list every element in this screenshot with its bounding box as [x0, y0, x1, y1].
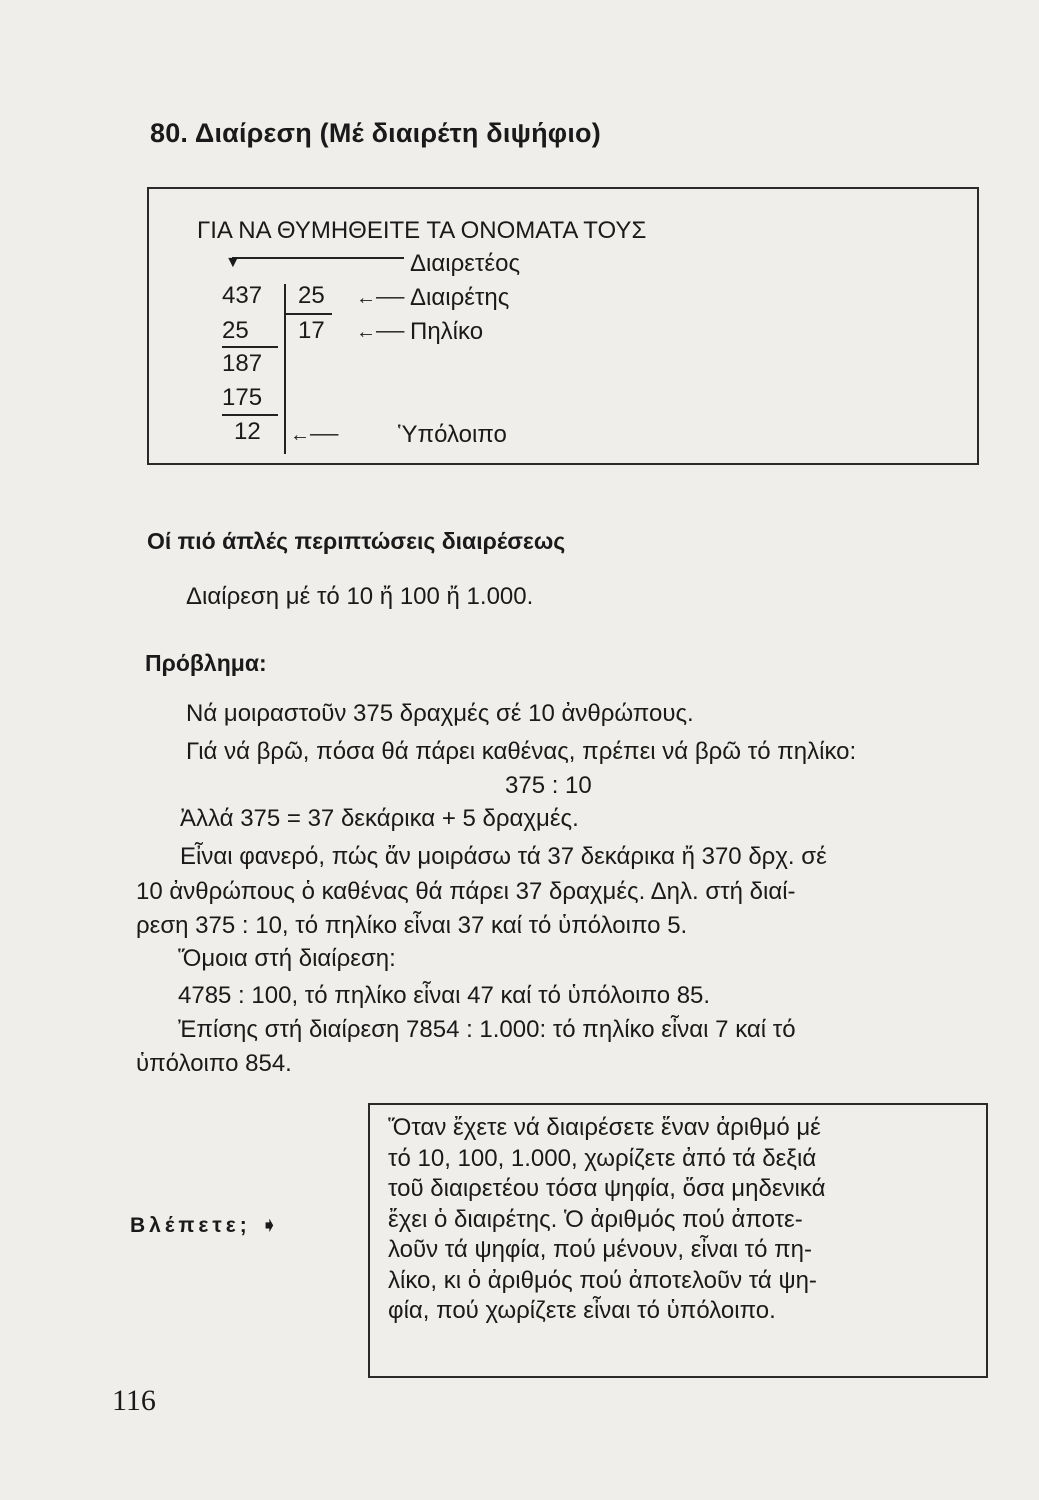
divisor: 25 — [298, 282, 325, 309]
simple-cases-subtitle: Διαίρεση μέ τό 10 ἤ 100 ἤ 1.000. — [186, 583, 534, 610]
remainder-label: Ὑπόλοιπο — [398, 421, 507, 448]
step-line-2 — [222, 414, 278, 416]
problem-line: 10 ἀνθρώπους ὁ καθένας θά πάρει 37 δραχμές. Δηλ. στή διαί- — [136, 878, 796, 905]
problem-line: ρεση 375 : 10, τό πηλίκο εἶναι 37 καί τό ὑπόλοιπο 5. — [136, 912, 688, 939]
dividend-pointer-line — [232, 257, 404, 259]
rule-line: τοῦ διαιρετέου τόσα ψηφία, ὅσα μηδενικά — [388, 1175, 826, 1202]
page-title: 80. Διαίρεση (Μέ διαιρέτη διψήφιο) — [150, 118, 601, 148]
division-vertical-line — [284, 284, 286, 454]
problem-line: ὑπόλοιπο 854. — [136, 1050, 292, 1077]
quotient: 17 — [298, 317, 325, 344]
simple-cases-heading: Οί πιό άπλές περιπτώσεις διαιρέσεως — [147, 528, 566, 554]
rule-line: ἔχει ὁ διαιρέτης. Ὁ ἀριθμός πού ἀποτε- — [388, 1205, 803, 1233]
problem-line: Ἐπίσης στή διαίρεση 7854 : 1.000: τό πηλίκο εἶναι 7 καί τό — [178, 1016, 796, 1043]
division-terms-heading: ΓΙΑ ΝΑ ΘΥΜΗΘΕΙΤΕ ΤΑ ΟΝΟΜΑΤΑ ΤΟΥΣ — [197, 217, 647, 244]
step-subtract-1: 25 — [222, 317, 249, 344]
problem-line: Ἀλλά 375 = 37 δεκάρικα + 5 δραχμές. — [180, 805, 579, 832]
dividend: 437 — [222, 282, 263, 309]
step-partial-1: 187 — [222, 350, 263, 377]
dividend-label: Διαιρετέος — [410, 250, 521, 277]
divisor-underline — [286, 313, 332, 315]
rule-line: Ὅταν ἔχετε νά διαιρέσετε ἕναν ἀριθμό μέ — [388, 1114, 821, 1141]
problem-expression: 375 : 10 — [505, 772, 592, 799]
problem-line: Ὅμοια στή διαίρεση: — [178, 945, 396, 972]
dividend-arrow-icon: ▼ — [225, 254, 241, 271]
problem-heading: Πρόβλημα: — [145, 650, 267, 676]
see-label: Βλέπετε; ➧ — [130, 1214, 283, 1237]
divisor-label: Διαιρέτης — [410, 284, 510, 311]
rule-line: λίκο, κι ὁ ἀριθμός πού ἀποτελοῦν τά ψη- — [388, 1266, 817, 1294]
page-number: 116 — [112, 1384, 156, 1417]
rule-line: τό 10, 100, 1.000, χωρίζετε ἀπό τά δεξιά — [388, 1144, 817, 1172]
rule-line: λοῦν τά ψηφία, πού μένουν, εἶναι τό πη- — [388, 1236, 813, 1263]
problem-line: Νά μοιραστοῦν 375 δραχμές σέ 10 ἀνθρώπους. — [186, 700, 694, 727]
remainder: 12 — [234, 418, 261, 445]
problem-line: Εἶναι φανερό, πώς ἄν μοιράσω τά 37 δεκάρικα ἤ 370 δρχ. σέ — [180, 843, 827, 870]
problem-line: 4785 : 100, τό πηλίκο εἶναι 47 καί τό ὑπόλοιπο 85. — [178, 982, 711, 1009]
quotient-label: Πηλίκο — [410, 318, 484, 345]
divisor-arrow-icon: ←── — [356, 287, 405, 309]
rule-box — [368, 1103, 988, 1378]
step-line-1 — [222, 346, 278, 348]
remainder-arrow-icon: ←── — [290, 424, 339, 446]
problem-line: Γιά νά βρῶ, πόσα θά πάρει καθένας, πρέπει νά βρῶ τό πηλίκο: — [186, 738, 857, 765]
quotient-arrow-icon: ←── — [356, 321, 405, 343]
step-subtract-2: 175 — [222, 384, 263, 411]
rule-line: φία, πού χωρίζετε εἶναι τό ὑπόλοιπο. — [388, 1297, 776, 1324]
